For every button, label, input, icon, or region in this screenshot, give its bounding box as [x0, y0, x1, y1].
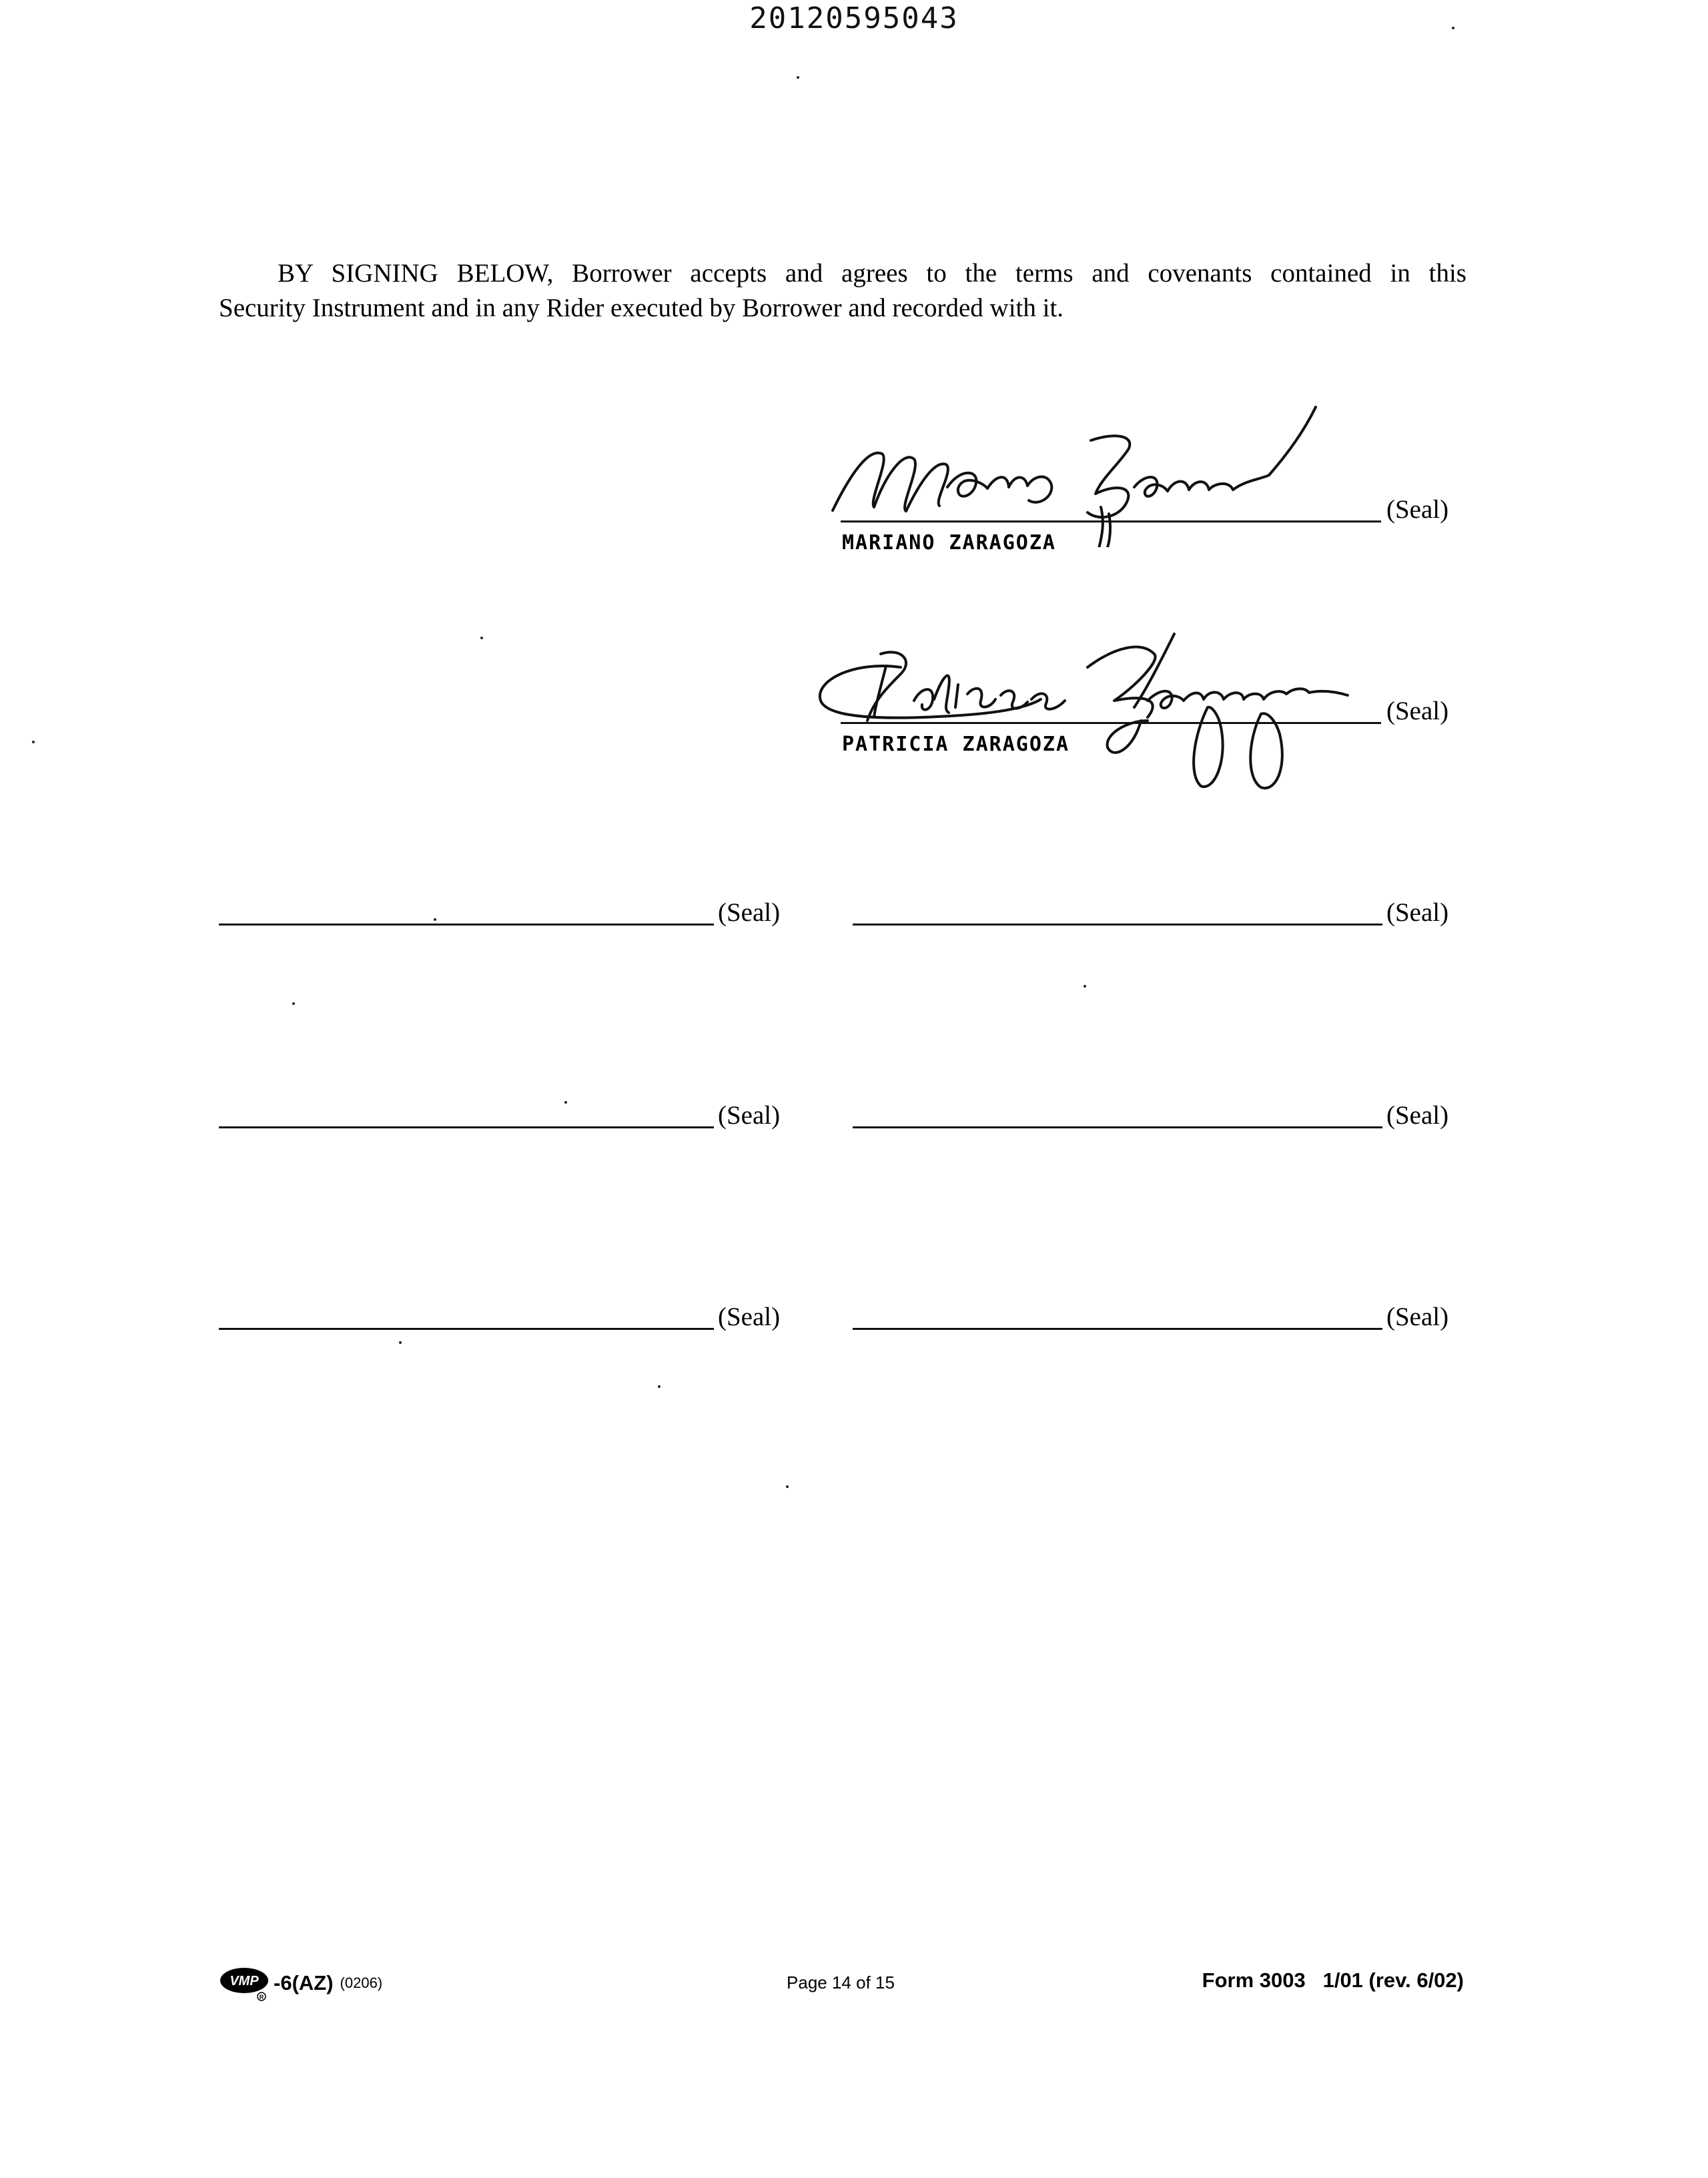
scan-speck: [1084, 985, 1086, 988]
acceptance-paragraph: [219, 256, 1466, 326]
signature-line-borrower-2: [841, 722, 1381, 724]
scan-speck: [292, 1002, 295, 1005]
page-number: Page 14 of 15: [787, 1972, 895, 1992]
seal-label: (Seal): [1386, 898, 1449, 927]
seal-label: (Seal): [1386, 495, 1449, 524]
signature-line-borrower-1: [841, 520, 1381, 522]
recording-number: 20120595043: [749, 1, 959, 35]
signature-line-left-1: [219, 924, 714, 926]
scan-speck: [434, 918, 436, 921]
scan-speck: [786, 1485, 789, 1488]
form-code-version: (0206): [340, 1974, 383, 1991]
seal-label: (Seal): [718, 898, 781, 927]
borrower-name-1: MARIANO ZARAGOZA: [842, 531, 1056, 555]
form-code: -6(AZ): [274, 1971, 334, 1994]
scan-speck: [32, 741, 35, 743]
scan-speck: [399, 1341, 402, 1344]
signature-patricia: [801, 621, 1401, 794]
svg-text:R: R: [259, 1994, 264, 2001]
seal-label: (Seal): [718, 1303, 781, 1331]
signature-line-left-3: [219, 1328, 714, 1330]
form-number: Form 3003 1/01 (rev. 6/02): [1202, 1968, 1464, 1992]
paragraph-line-2: Security Instrument and in any Rider executed by Borrower and recorded with it.: [219, 294, 1064, 322]
signature-mariano: [821, 400, 1328, 547]
seal-label: (Seal): [1386, 697, 1449, 725]
paragraph-line-1: BY SIGNING BELOW, Borrower accepts and agrees to the terms and covenants contained in this: [278, 259, 1466, 288]
signature-line-right-2: [853, 1126, 1382, 1128]
borrower-name-2: PATRICIA ZARAGOZA: [842, 733, 1070, 756]
scan-speck: [1452, 27, 1454, 29]
seal-label: (Seal): [1386, 1303, 1449, 1331]
scan-speck: [658, 1385, 661, 1388]
signature-line-right-3: [853, 1328, 1382, 1330]
signature-line-right-1: [853, 924, 1382, 926]
scan-speck: [480, 637, 483, 639]
footer-form-code: [219, 1964, 382, 2002]
seal-label: (Seal): [1386, 1101, 1449, 1130]
vmp-logo: [219, 1964, 272, 2002]
signature-line-left-2: [219, 1126, 714, 1128]
vmp-logo-text: VMP: [230, 1974, 259, 1988]
seal-label: (Seal): [718, 1101, 781, 1130]
scan-speck: [564, 1101, 567, 1104]
scan-speck: [797, 76, 799, 79]
